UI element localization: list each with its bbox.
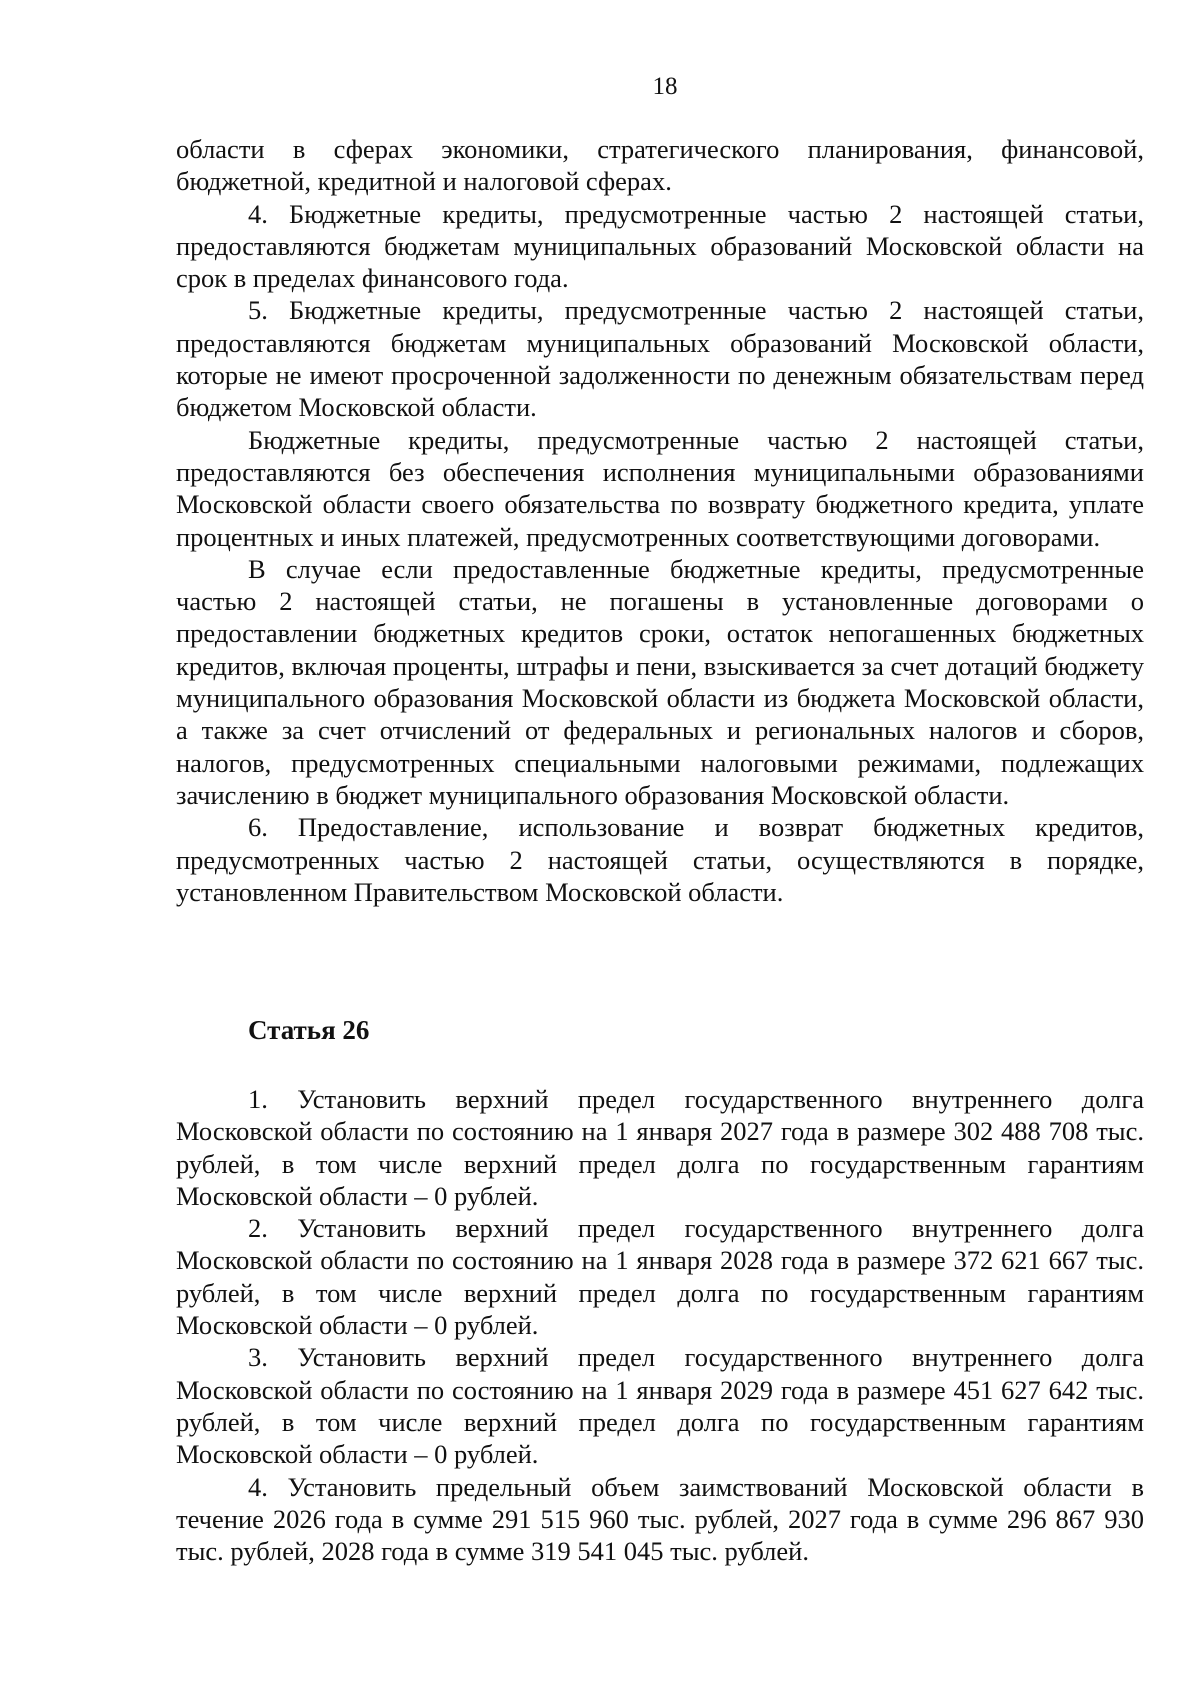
page-number: 18	[652, 73, 678, 100]
paragraph-debt-limit-2029: 3. Установить верхний предел государственного внутреннего долга Московской области по состоянию на 1 января 2029 года в размере 451 627 642 тыс. рублей, в том числе верхний предел долга по государственным гарантиям Московской области – 0 рублей.	[176, 1342, 1144, 1470]
paragraph-item-5: 5. Бюджетные кредиты, предусмотренные частью 2 настоящей статьи, предоставляются бюджетам муниципальных образований Московской области, которые не имеют просроченной задолженности по денежным обязательствам перед бюджетом Московской области.	[176, 295, 1144, 423]
paragraph-item-4: 4. Бюджетные кредиты, предусмотренные частью 2 настоящей статьи, предоставляются бюджетам муниципальных образований Московской области на срок в пределах финансового года.	[176, 198, 1144, 294]
paragraph-item-5-security: Бюджетные кредиты, предусмотренные частью 2 настоящей статьи, предоставляются без обеспечения исполнения муниципальными образованиями Московской области своего обязательства по возврату бюджетного кредита, уплате процентных и иных платежей, предусмотренных соответствующими договорами.	[176, 424, 1144, 552]
paragraph-debt-limit-2027: 1. Установить верхний предел государственного внутреннего долга Московской области по состоянию на 1 января 2027 года в размере 302 488 708 тыс. рублей, в том числе верхний предел долга по государственным гарантиям Московской области – 0 рублей.	[176, 1084, 1144, 1211]
paragraph-borrowing-volume: 4. Установить предельный объем заимствований Московской области в течение 2026 года в сумме 291 515 960 тыс. рублей, 2027 года в сумме 296 867 930 тыс. рублей, 2028 года в сумме 319 541 045 тыс. рублей.	[176, 1471, 1144, 1567]
paragraph-item-6: 6. Предоставление, использование и возврат бюджетных кредитов, предусмотренных частью 2 настоящей статьи, осуществляются в порядке, установленном Правительством Московской области.	[176, 812, 1144, 907]
article-26-body	[176, 1083, 1144, 1567]
article-heading: Статья 26	[248, 1015, 370, 1045]
paragraph-continuation: области в сферах экономики, стратегического планирования, финансовой, бюджетной, кредитной и налоговой сферах.	[176, 134, 1144, 197]
article-25-continuation	[176, 133, 1144, 908]
paragraph-item-5-recovery: В случае если предоставленные бюджетные кредиты, предусмотренные частью 2 настоящей статьи, не погашены в установленные договорами о предоставлении бюджетных кредитов сроки, остаток непогашенных бюджетных кредитов, включая проценты, штрафы и пени, взыскивается за счет дотаций бюджету муниципального образования Московской области из бюджета Московской области, а также за счет отчислений от федеральных и региональных налогов и сборов, налогов, предусмотренных специальными налоговыми режимами, подлежащих зачислению в бюджет муниципального образования Московской области.	[176, 553, 1144, 810]
paragraph-debt-limit-2028: 2. Установить верхний предел государственного внутреннего долга Московской области по состоянию на 1 января 2028 года в размере 372 621 667 тыс. рублей, в том числе верхний предел долга по государственным гарантиям Московской области – 0 рублей.	[176, 1213, 1144, 1341]
